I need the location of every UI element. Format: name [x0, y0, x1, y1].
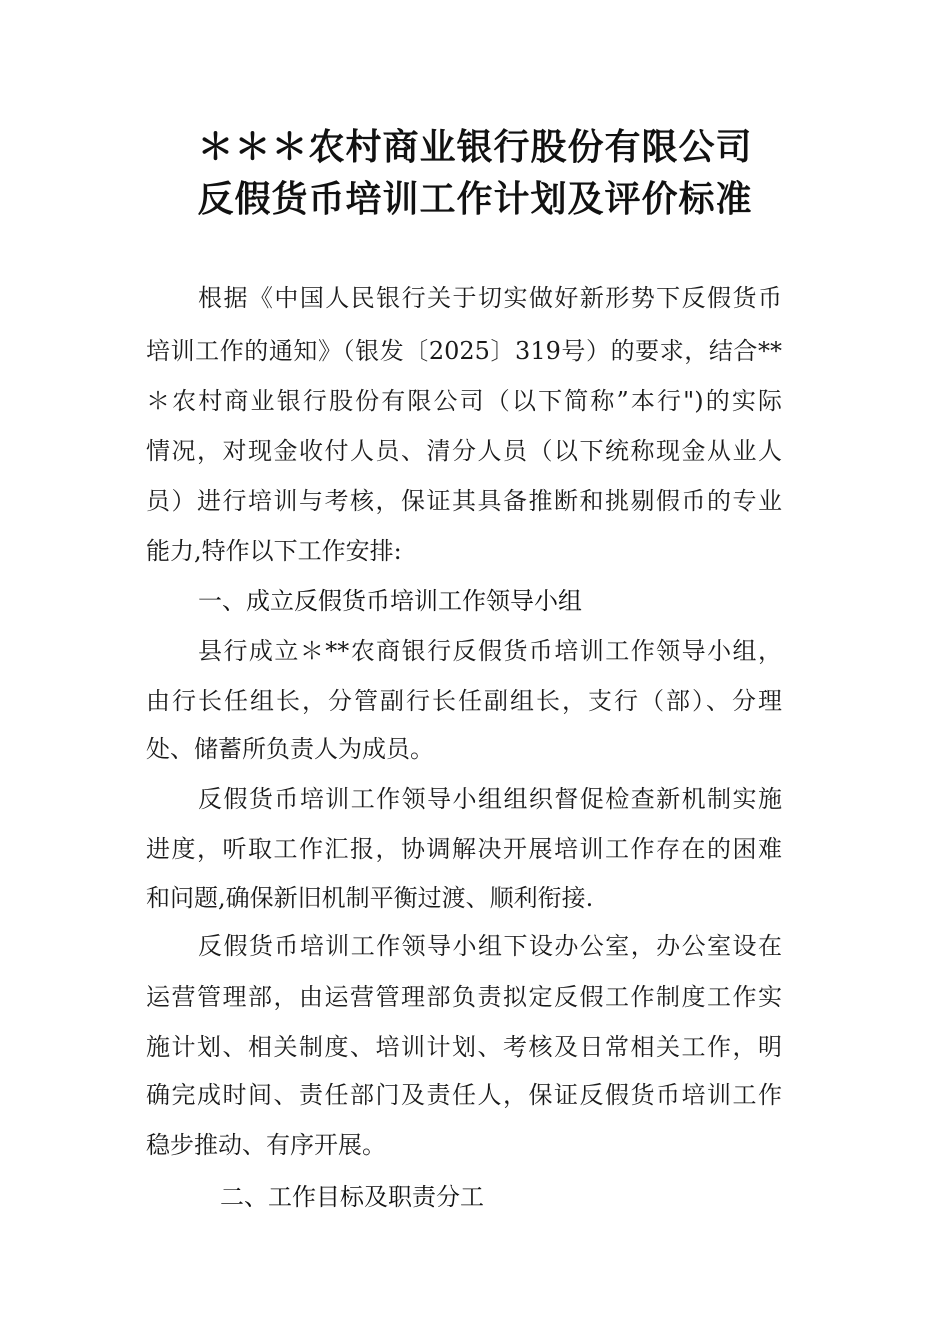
paragraph-4-line-2: 运营管理部，由运营管理部负责拟定反假工作制度工作实: [146, 983, 782, 1011]
paragraph-2-line-1: 县行成立＊**农商银行反假货币培训工作领导小组，: [198, 637, 782, 665]
paragraph-4-line-5: 稳步推动、有序开展。: [146, 1131, 386, 1159]
paragraph-1-line-5: 员）进行培训与考核，保证其具备推断和挑剔假币的专业: [146, 487, 782, 515]
paragraph-4-line-4: 确完成时间、责任部门及责任人，保证反假货币培训工作: [146, 1081, 782, 1109]
paragraph-2-line-3: 处、储蓄所负责人为成员。: [146, 735, 434, 763]
paragraph-3-line-3: 和问题,确保新旧机制平衡过渡、顺利衔接.: [146, 884, 594, 912]
paragraph-3-line-2: 进度，听取工作汇报，协调解决开展培训工作存在的困难: [146, 835, 782, 863]
paragraph-4-line-3: 施计划、相关制度、培训计划、考核及日常相关工作，明: [146, 1033, 782, 1061]
paragraph-1-line-3: ＊农村商业银行股份有限公司（以下简称”本行")的实际: [146, 387, 782, 415]
section-heading-2: 二、工作目标及职责分工: [220, 1183, 484, 1211]
document-title-line-1: ＊＊＊农村商业银行股份有限公司: [197, 127, 753, 168]
paragraph-1-line-4: 情况，对现金收付人员、清分人员（以下统称现金从业人: [146, 437, 782, 465]
paragraph-4-line-1: 反假货币培训工作领导小组下设办公室，办公室设在: [198, 932, 782, 960]
paragraph-1-line-2: 培训工作的通知》（银发〔2025〕319号）的要求，结合**: [146, 337, 782, 365]
section-heading-1: 一、成立反假货币培训工作领导小组: [198, 587, 582, 615]
paragraph-1-line-1: 根据《中国人民银行关于切实做好新形势下反假货币: [198, 284, 782, 312]
paragraph-1-line-6: 能力,特作以下工作安排:: [146, 537, 402, 565]
paragraph-2-line-2: 由行长任组长，分管副行长任副组长，支行（部）、分理: [146, 687, 782, 715]
paragraph-3-line-1: 反假货币培训工作领导小组组织督促检查新机制实施: [198, 785, 782, 813]
document-title-line-2: 反假货币培训工作计划及评价标准: [197, 179, 753, 220]
